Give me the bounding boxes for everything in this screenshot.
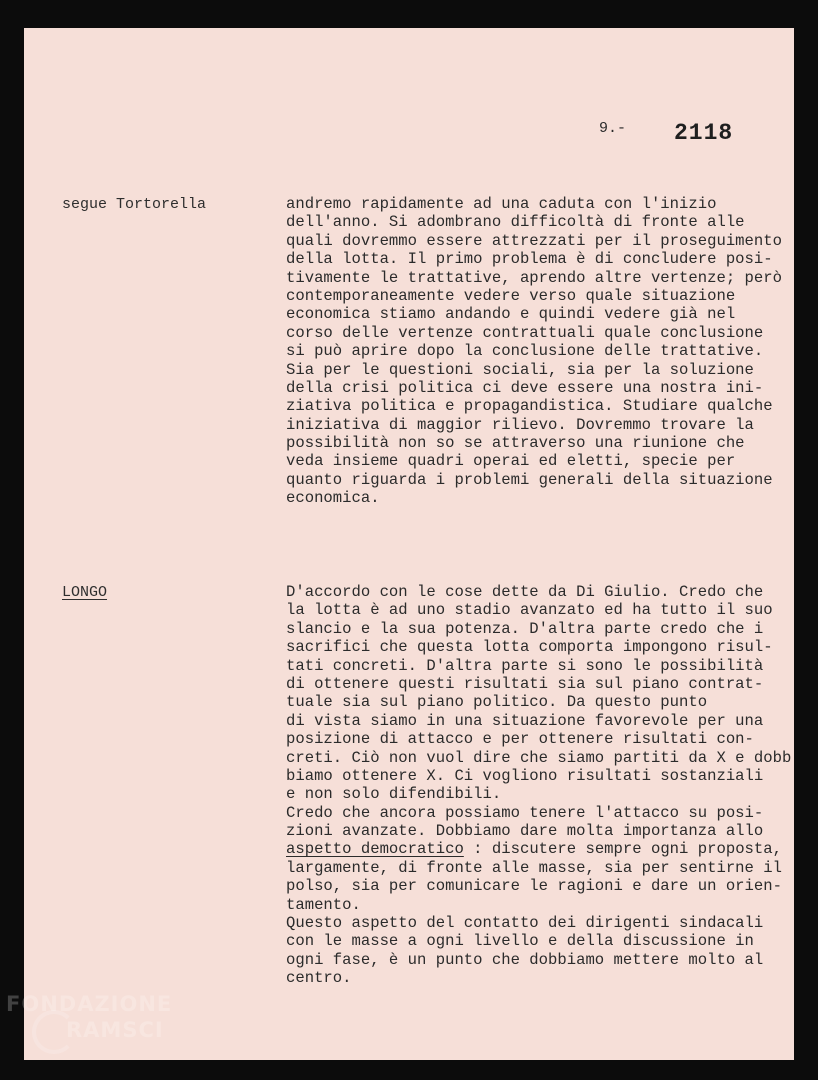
text-line: ogni fase, è un punto che dobbiamo mettere molto al — [286, 950, 764, 969]
text-line: tivamente le trattative, aprendo altre vertenze; però — [286, 268, 782, 287]
text-line: della crisi politica ci deve essere una nostra ini- — [286, 378, 764, 397]
text-line: possibilità non so se attraverso una riunione che — [286, 434, 745, 453]
text-line: Credo che ancora possiamo tenere l'attacco su posi- — [286, 803, 764, 822]
text-line: tamento. — [286, 895, 361, 914]
text-line: D'accordo con le cose dette da Di Giulio. Credo che — [286, 583, 764, 601]
text-line: con le masse a ogni livello e della discussione in — [286, 932, 754, 951]
text-line: economica stiamo andando e quindi vedere già nel — [286, 305, 736, 324]
text-line: Questo aspetto del contatto dei dirigenti sindacali — [286, 914, 764, 933]
text-line: di vista siamo in una situazione favorevole per una — [286, 711, 764, 730]
text-line: e non solo difendibili. — [286, 785, 502, 804]
document-number: 2118 — [674, 120, 734, 146]
text-line: veda insieme quadri operai ed eletti, specie per — [286, 452, 736, 471]
text-line: centro. — [286, 969, 352, 988]
document-page — [24, 28, 794, 1060]
text-line: andremo rapidamente ad una caduta con l'inizio — [286, 195, 717, 213]
text-line: iniziativa di maggior rilievo. Dovremmo trovare la — [286, 415, 754, 434]
text-line: di ottenere questi risultati sia sul piano contrat- — [286, 674, 764, 693]
text-line: quali dovremmo essere attrezzati per il proseguimento — [286, 231, 782, 250]
text-line: polso, sia per comunicare le ragioni e dare un orien- — [286, 877, 782, 896]
text-line: tuale sia sul piano politico. Da questo punto — [286, 693, 708, 712]
text-line: tati concreti. D'altra parte si sono le possibilità — [286, 656, 764, 675]
text-line: dell'anno. Si adombrano difficoltà di fronte alle — [286, 213, 745, 232]
text-line: contemporaneamente vedere verso quale situazione — [286, 286, 736, 305]
text-line: zioni avanzate. Dobbiamo dare molta importanza allo — [286, 822, 764, 841]
text-line — [286, 840, 794, 858]
text-line: biamo ottenere X. Ci vogliono risultati sostanziali — [286, 766, 764, 785]
text-line: quanto riguarda i problemi generali della situazione — [286, 470, 773, 489]
speech-block-longo — [286, 583, 794, 988]
watermark-line2: RAMSCI — [66, 1018, 164, 1042]
text-line: economica. — [286, 489, 380, 508]
text-line: la lotta è ad uno stadio avanzato ed ha tutto il suo — [286, 601, 773, 620]
text-line: sacrifici che questa lotta comporta impongono risul- — [286, 638, 773, 657]
line-continuation: : discutere sempre ogni proposta, — [463, 840, 782, 859]
text-line: si può aprire dopo la conclusione delle trattative. — [286, 342, 764, 361]
text-line: della lotta. Il primo problema è di concludere posi- — [286, 250, 773, 269]
page-number: 9.- — [599, 120, 627, 137]
text-line: largamente, di fronte alle masse, sia per sentirne il — [286, 858, 782, 877]
text-line: slancio e la sua potenza. D'altra parte credo che i — [286, 619, 764, 638]
watermark-line1: FONDAZIONE — [6, 992, 173, 1016]
text-line: corso delle vertenze contrattuali quale conclusione — [286, 323, 764, 342]
speaker-label-longo: LONGO — [62, 584, 108, 601]
underlined-phrase: aspetto democratico — [286, 840, 464, 859]
text-line: Sia per le questioni sociali, sia per la soluzione — [286, 360, 754, 379]
speaker-label-tortorella: segue Tortorella — [62, 196, 207, 213]
fondazione-gramsci-watermark — [4, 990, 204, 1070]
text-line: creti. Ciò non vuol dire che siamo partiti da X e dobb — [286, 748, 792, 767]
speech-block-tortorella — [286, 195, 794, 508]
text-line: ziativa politica e propagandistica. Studiare qualche — [286, 397, 773, 416]
text-line: posizione di attacco e per ottenere risultati con- — [286, 730, 754, 749]
